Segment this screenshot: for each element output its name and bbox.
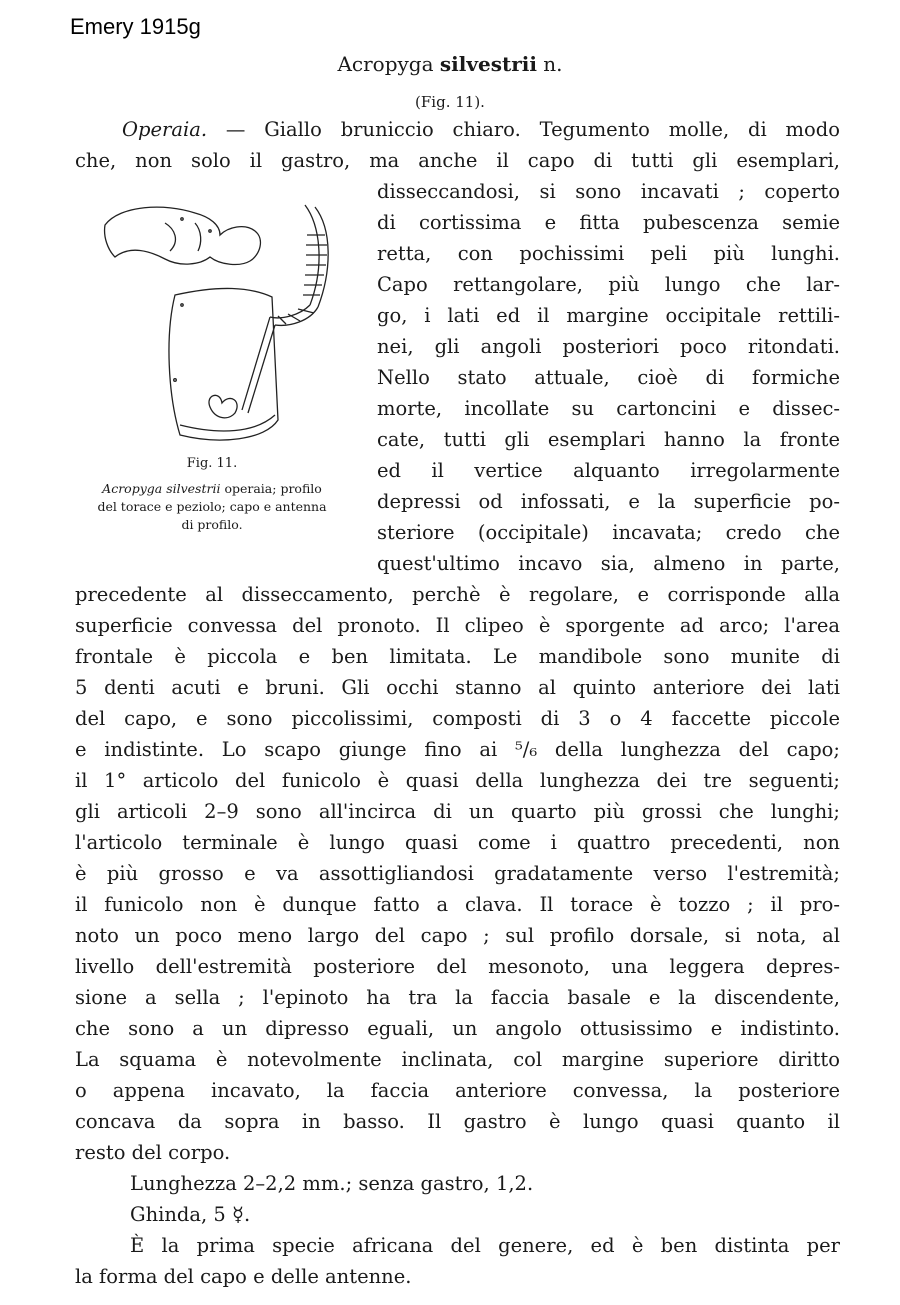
- text-line: noto un poco meno largo del capo ; sul profilo dorsale, si nota, al: [75, 924, 840, 947]
- article-title: [0, 52, 900, 76]
- text-line: resto del corpo.: [75, 1141, 231, 1164]
- text-line: gli articoli 2–9 sono all'incirca di un quarto più grossi che lunghi;: [75, 800, 840, 823]
- text-line: è più grosso e va assottigliandosi gradatamente verso l'estremità;: [75, 862, 840, 885]
- title-species: silvestrii: [439, 52, 537, 76]
- text-line: del capo, e sono piccolissimi, composti di 3 o 4 faccette piccole: [75, 707, 840, 730]
- figure-caption-line-1: [62, 480, 362, 498]
- text-line: il 1° articolo del funicolo è quasi della lunghezza dei tre seguenti;: [75, 769, 840, 792]
- text-line: la forma del capo e delle antenne.: [75, 1265, 412, 1288]
- section-label: Operaia.: [122, 118, 208, 141]
- text-line: Nello stato attuale, cioè di formiche: [377, 366, 840, 389]
- source-label: Emery 1915g: [70, 14, 201, 39]
- text-line: che, non solo il gastro, ma anche il capo di tutti gli esemplari,: [75, 149, 840, 172]
- text-line: 5 denti acuti e bruni. Gli occhi stanno al quinto anteriore dei lati: [75, 676, 840, 699]
- text-line: il funicolo non è dunque fatto a clava. Il torace è tozzo ; il pro-: [75, 893, 840, 916]
- text-line: o appena incavato, la faccia anteriore convessa, la posteriore: [75, 1079, 840, 1102]
- text-line: retta, con pochissimi peli più lunghi.: [377, 242, 840, 265]
- figure-caption-rest: operaia; profilo: [220, 481, 322, 496]
- text-line: l'articolo terminale è lungo quasi come i quattro precedenti, non: [75, 831, 840, 854]
- text-line: cate, tutti gli esemplari hanno la fronte: [377, 428, 840, 451]
- text-line: quest'ultimo incavo sia, almeno in parte,: [377, 552, 840, 575]
- text-line: superficie convessa del pronoto. Il clipeo è sporgente ad arco; l'area: [75, 614, 840, 637]
- text-line: sione a sella ; l'epinoto ha tra la faccia basale e la discendente,: [75, 986, 840, 1009]
- text-line: È la prima specie africana del genere, ed è ben distinta per: [130, 1234, 840, 1257]
- text-line: go, i lati ed il margine occipitale rettili-: [377, 304, 840, 327]
- measurement-line: Lunghezza 2–2,2 mm.; senza gastro, 1,2.: [130, 1172, 534, 1195]
- figure-caption-line-3: di profilo.: [181, 517, 243, 532]
- figure-reference: (Fig. 11).: [415, 93, 485, 111]
- text-line: livello dell'estremità posteriore del mesonoto, una leggera depres-: [75, 955, 840, 978]
- text-line: frontale è piccola e ben limitata. Le mandibole sono munite di: [75, 645, 840, 668]
- text-span: — Giallo bruniccio chiaro. Tegumento molle, di modo: [207, 118, 840, 141]
- figure-caption-species: Acropyga silvestrii: [102, 481, 221, 496]
- figure-caption-line-2: del torace e peziolo; capo e antenna: [97, 499, 327, 514]
- text-line: Capo rettangolare, più lungo che lar-: [377, 273, 840, 296]
- text-line: concava da sopra in basso. Il gastro è lungo quasi quanto il: [75, 1110, 840, 1133]
- locality-line: Ghinda, 5 ☿.: [130, 1203, 251, 1226]
- text-line: di cortissima e fitta pubescenza semie: [377, 211, 840, 234]
- text-line: ed il vertice alquanto irregolarmente: [377, 459, 840, 482]
- text-line: che sono a un dipresso eguali, un angolo ottusissimo e indistinto.: [75, 1017, 840, 1040]
- title-genus: Acropyga: [337, 52, 434, 76]
- figure-number: Fig. 11.: [186, 456, 238, 471]
- text-line: La squama è notevolmente inclinata, col margine superiore diritto: [75, 1048, 840, 1071]
- text-line: morte, incollate su cartoncini e dissec-: [377, 397, 840, 420]
- text-line: disseccandosi, si sono incavati ; coperto: [377, 180, 840, 203]
- text-line: steriore (occipitale) incavata; credo che: [377, 521, 840, 544]
- ant-illustration: [70, 195, 360, 455]
- text-line: e indistinte. Lo scapo giunge fino ai ⁵/₆ della lunghezza del capo;: [75, 738, 840, 761]
- text-line: [122, 117, 840, 143]
- text-line: depressi od infossati, e la superficie po-: [377, 490, 840, 513]
- text-line: nei, gli angoli posteriori poco ritondati.: [377, 335, 840, 358]
- title-suffix: n.: [543, 52, 563, 76]
- text-line: precedente al disseccamento, perchè è regolare, e corrisponde alla: [75, 583, 840, 606]
